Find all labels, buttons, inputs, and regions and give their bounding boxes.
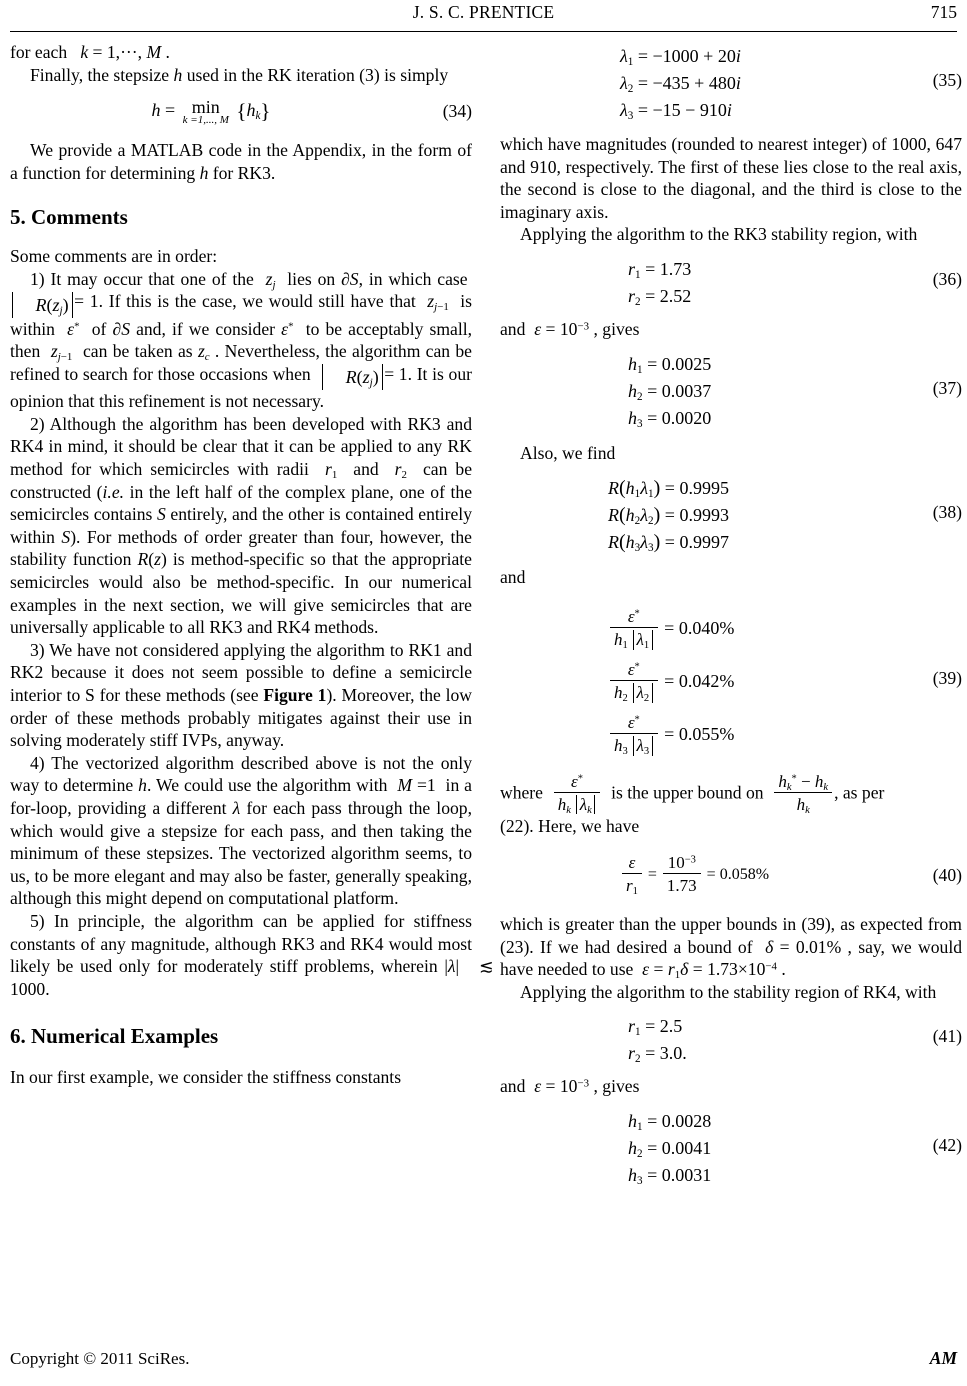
equation-36-row-1: $r_1 = 1.73$: [628, 258, 692, 282]
equation-39-value-2: 0.042%: [678, 670, 735, 691]
equation-37-number: (37): [932, 377, 962, 398]
where-mid-text: is the upper bound on: [611, 782, 764, 803]
fraction-hstar-minus-h: $\frac{h_k^* - h_k}{h_k}$: [774, 772, 832, 814]
equation-34-body: h = min k =1,..., M $\{h_k\}$: [151, 97, 271, 127]
para-applying-rk3: Applying the algorithm to the RK3 stability region, with: [520, 224, 918, 245]
equation-35-row-2: $\lambda_2 = -435 + 480i$: [620, 73, 741, 96]
para-and-epsilon-1: and $\varepsilon = 10^{-3}$ , gives: [500, 318, 640, 339]
para-22-here: (22). Here, we have: [500, 816, 640, 837]
equation-41-row-1: $r_1 = 2.5$: [628, 1016, 683, 1039]
equation-34-number: (34): [442, 101, 472, 122]
para-for-each: [10, 41, 472, 64]
equation-41: [500, 1013, 962, 1067]
right-column: [500, 41, 962, 1198]
figure-reference: Figure 1: [263, 685, 327, 705]
equation-36-number: (36): [932, 268, 962, 289]
for-each-label: for each: [10, 42, 68, 62]
equation-40-result: 0.058%: [719, 865, 770, 883]
equation-40-body: $\frac{\varepsilon}{r_1}$ = $\frac{10^{-3}}{1.73}$ = 0.058%: [500, 850, 962, 900]
left-column: [10, 41, 494, 1198]
para-comment-5: 5) In principle, the algorithm can be applied for stiffness constants of any magnitude, although RK3 and RK4 would most likely be used only for moderately stiff problems, wherein |λ| ≲1000.: [10, 910, 494, 999]
fraction-eps-hk: $\frac{\varepsilon^*}{h_k \lambda_k}$: [554, 772, 601, 815]
equation-38: [500, 475, 962, 556]
equation-39-value-3: 0.055%: [678, 723, 735, 744]
fraction-eps-h1: $\frac{\varepsilon^*}{h_1 \lambda_1}$: [610, 607, 658, 650]
para-greater-than-bounds: which is greater than the upper bounds in (39), as expected from (23). If we had desired a bound of δ = 0.01% , say, we would have needed to use $\varepsilon = r_1\delta = 1.73\times 10^{-4}$ .: [500, 913, 962, 982]
para-applying-rk4: Applying the algorithm to the stability region of RK4, with: [520, 981, 937, 1002]
for-each-math: k = 1,···, M .: [80, 42, 170, 62]
equation-38-number: (38): [932, 502, 962, 523]
page-footer: [10, 1348, 957, 1369]
fraction-10-1p73: $\frac{10^{-3}}{1.73}$: [663, 853, 701, 895]
equation-38-row-3: $R(h_3\lambda_3) = 0.9997$: [608, 531, 729, 555]
para-and: and: [500, 567, 526, 588]
equation-37-row-3: $h_3 = 0.0020$: [628, 407, 712, 430]
equation-39-rows: [500, 602, 962, 761]
equation-34: [10, 97, 472, 126]
equation-42: [500, 1108, 962, 1189]
body-columns: [10, 41, 962, 1198]
equation-42-row-2: $h_2 = 0.0041$: [628, 1137, 712, 1160]
equation-36: [500, 256, 962, 310]
equation-41-rows: [500, 1013, 962, 1067]
fraction-eps-r1: $\frac{\varepsilon}{r_1}$: [622, 853, 642, 895]
equation-41-row-2: $r_2 = 3.0$.: [628, 1043, 687, 1066]
equation-39-row-3: $\frac{\varepsilon^*}{h_3 \lambda_3}$ = 0.055%: [608, 708, 962, 761]
para-comment-1: 1) It may occur that one of the $z_j$ lies on ∂S, in which case $R(z_j) = 1$. If this is the case, we would still have that $z_{j-1}$ is within ε* of ∂S and, if we consider ε* to be acceptably small, then $z_{j-1}$ can be taken as $z_c$ . Nevertheless, the algorithm can be refined to search for those occasions when $R(z_j) = 1$. It is our opinion that this refinement is not necessary.: [10, 268, 472, 412]
fraction-eps-h2: $\frac{\varepsilon^*}{h_2 \lambda_2}$: [610, 660, 658, 703]
equation-40-number: (40): [932, 864, 962, 885]
para-first-example: In our first example, we consider the stiffness constants: [10, 1067, 402, 1088]
header-rule: [10, 31, 957, 32]
running-head-author: J. S. C. PRENTICE: [412, 2, 555, 22]
where-tail-text: , as per: [834, 782, 885, 803]
equation-39: [500, 602, 962, 761]
para-some-comments: Some comments are in order:: [10, 246, 218, 267]
para-comment-3: 3) We have not considered applying the algorithm to RK1 and RK2 because it does not seem possible to define a semicircle interior to S for these methods (see Figure 1). Moreover, the low order of these methods probably mitigates against their use in solving moderately stiff IVPs, anyway.: [10, 639, 473, 751]
equation-37-rows: [500, 351, 962, 432]
equation-35-row-3: $\lambda_3 = -15 - 910i$: [620, 100, 732, 123]
equation-38-rows: [500, 475, 962, 556]
min-operator: min k =1,..., M: [182, 97, 229, 127]
journal-abbreviation: AM: [929, 1348, 957, 1368]
para-where: [500, 773, 962, 816]
para-comment-4: 4) The vectorized algorithm described above is not the only way to determine h. We could use the algorithm with M =1 in a for-loop, providing a different λ for each pass through the loop, which would give a stepsize for each pass, and then taking the minimum of these stepsizes. The vectorized algorithm seems, to us, to be more elegant and may also be faster, generally speaking, although this might depend on computational platform.: [10, 752, 472, 909]
equation-38-row-2: $R(h_2\lambda_2) = 0.9993$: [608, 504, 729, 528]
equation-41-number: (41): [932, 1026, 962, 1047]
page-number: 715: [930, 2, 957, 22]
equation-39-value-1: 0.040%: [678, 617, 735, 638]
para-also-we-find: Also, we find: [520, 442, 616, 463]
copyright-notice: Copyright © 2011 SciRes.: [10, 1349, 190, 1368]
equation-39-row-2: $\frac{\varepsilon^*}{h_2 \lambda_2}$ = 0.042%: [608, 655, 962, 708]
para-comment-2: 2) Although the algorithm has been developed with RK3 and RK4 in mind, it should be clear that it can be applied to any RK method for which semicircles with radii $r_1$ and $r_2$ can be constructed (i.e. in the left half of the complex plane, one of the semicircles contains S entirely, and the other is contained entirely within S). For methods of order greater than four, however, the stability function R(z) is method-specific so that the appropriate semicircles would also be method-specific. In our numerical examples in the next section, we will give semicircles that are universally applicable to all RK3 and RK4 methods.: [10, 413, 473, 638]
para-finally: Finally, the stepsize h used in the RK iteration (3) is simply: [30, 64, 449, 85]
para-matlab: We provide a MATLAB code in the Appendix, in the form of a function for determining h for RK3.: [10, 140, 472, 183]
equation-35: [500, 43, 962, 124]
lesssim-symbol: ≲: [479, 956, 494, 977]
equation-36-rows: [500, 256, 962, 310]
section-heading-numerical-examples: 6. Numerical Examples: [10, 1024, 219, 1049]
equation-38-row-1: $R(h_1\lambda_1) = 0.9995$: [608, 477, 729, 501]
section-heading-comments: 5. Comments: [10, 205, 128, 230]
para-magnitudes: which have magnitudes (rounded to nearest integer) of 1000, 647 and 910, respectively. The first of these lies close to the real axis, the second is close to the diagonal, and the third is close to the imaginary axis.: [500, 134, 962, 222]
equation-35-row-1: $\lambda_1 = -1000 + 20i$: [620, 46, 741, 69]
equation-36-row-2: $r_2 = 2.52$: [628, 285, 692, 309]
equation-42-rows: [500, 1108, 962, 1189]
equation-42-number: (42): [932, 1134, 962, 1155]
equation-35-rows: [500, 43, 962, 124]
equation-39-row-1: $\frac{\varepsilon^*}{h_1 \lambda_1}$ = 0.040%: [608, 602, 962, 655]
equation-42-row-1: $h_1 = 0.0028$: [628, 1110, 712, 1133]
equation-39-number: (39): [932, 667, 962, 688]
equation-40: [500, 850, 962, 900]
equation-35-number: (35): [932, 70, 962, 90]
equation-37-row-2: $h_2 = 0.0037$: [628, 380, 712, 403]
running-head: [10, 0, 957, 30]
fraction-eps-h3: $\frac{\varepsilon^*}{h_3 \lambda_3}$: [610, 713, 658, 756]
equation-37: [500, 351, 962, 432]
para-and-epsilon-2: and $\varepsilon = 10^{-3}$ , gives: [500, 1076, 640, 1097]
equation-42-row-3: $h_3 = 0.0031$: [628, 1164, 712, 1187]
where-label: where: [500, 782, 543, 803]
equation-37-row-1: $h_1 = 0.0025$: [628, 353, 712, 376]
